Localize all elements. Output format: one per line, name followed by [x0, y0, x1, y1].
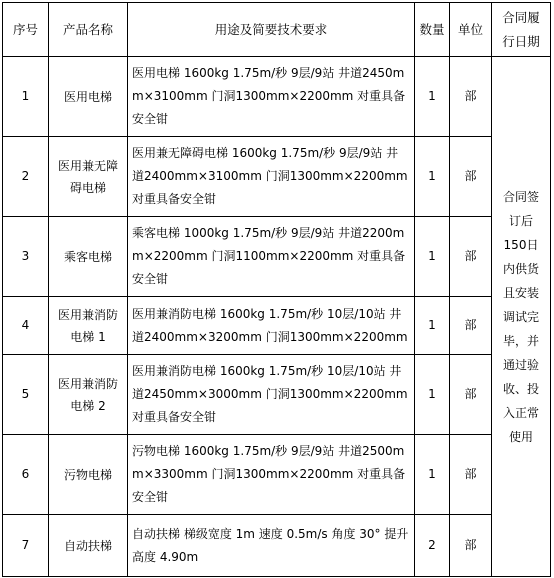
row-quantity: 1	[415, 355, 450, 435]
header-row	[3, 3, 551, 57]
row-unit: 部	[450, 515, 492, 577]
header-seq: 序号	[3, 3, 49, 57]
row-description: 污物电梯 1600kg 1.75m/秒 9层/9站 井道2500mm×3300mm 门洞1300mm×2200mm 对重具备安全钳	[128, 435, 415, 515]
row-product-name: 医用电梯	[49, 57, 128, 137]
row-description: 自动扶梯 梯级宽度 1m 速度 0.5m/s 角度 30° 提升高度 4.90m	[128, 515, 415, 577]
row-seq: 1	[3, 57, 49, 137]
table-row	[3, 435, 551, 515]
contract-date-cell: 合同签订后150日内供货且安装调试完毕，并通过验收、投入正常使用	[492, 57, 551, 577]
row-description: 医用兼消防电梯 1600kg 1.75m/秒 10层/10站 井道2400mm×3200mm 门洞1300mm×2200mm	[128, 297, 415, 355]
row-unit: 部	[450, 57, 492, 137]
row-product-name: 污物电梯	[49, 435, 128, 515]
row-quantity: 1	[415, 137, 450, 217]
row-quantity: 1	[415, 297, 450, 355]
row-unit: 部	[450, 435, 492, 515]
table-row	[3, 137, 551, 217]
row-description: 医用兼消防电梯 1600kg 1.75m/秒 10层/10站 井道2450mm×3000mm 门洞1300mm×2200mm 对重具备安全钳	[128, 355, 415, 435]
row-product-name: 乘客电梯	[49, 217, 128, 297]
header-unit: 单位	[450, 3, 492, 57]
row-quantity: 1	[415, 57, 450, 137]
row-unit: 部	[450, 137, 492, 217]
row-description: 乘客电梯 1000kg 1.75m/秒 9层/9站 井道2200mm×2200mm 门洞1100mm×2200mm 对重具备安全钳	[128, 217, 415, 297]
row-description: 医用兼无障碍电梯 1600kg 1.75m/秒 9层/9站 井道2400mm×3100mm 门洞1300mm×2200mm 对重具备安全钳	[128, 137, 415, 217]
table-row	[3, 355, 551, 435]
row-description: 医用电梯 1600kg 1.75m/秒 9层/9站 井道2450mm×3100mm 门洞1300mm×2200mm 对重具备安全钳	[128, 57, 415, 137]
row-quantity: 1	[415, 217, 450, 297]
header-quantity: 数量	[415, 3, 450, 57]
header-description: 用途及简要技术要求	[128, 3, 415, 57]
header-contract-date: 合同履行日期	[492, 3, 551, 57]
row-seq: 4	[3, 297, 49, 355]
row-seq: 5	[3, 355, 49, 435]
row-quantity: 1	[415, 435, 450, 515]
table-row	[3, 217, 551, 297]
row-product-name: 医用兼消防电梯 1	[49, 297, 128, 355]
row-product-name: 自动扶梯	[49, 515, 128, 577]
row-seq: 7	[3, 515, 49, 577]
row-product-name: 医用兼消防电梯 2	[49, 355, 128, 435]
row-unit: 部	[450, 297, 492, 355]
row-unit: 部	[450, 217, 492, 297]
table-row	[3, 57, 551, 137]
table-row	[3, 515, 551, 577]
row-seq: 6	[3, 435, 49, 515]
row-product-name: 医用兼无障碍电梯	[49, 137, 128, 217]
equipment-spec-table	[2, 2, 551, 577]
row-seq: 3	[3, 217, 49, 297]
row-quantity: 2	[415, 515, 450, 577]
row-seq: 2	[3, 137, 49, 217]
header-product-name: 产品名称	[49, 3, 128, 57]
table-row	[3, 297, 551, 355]
row-unit: 部	[450, 355, 492, 435]
